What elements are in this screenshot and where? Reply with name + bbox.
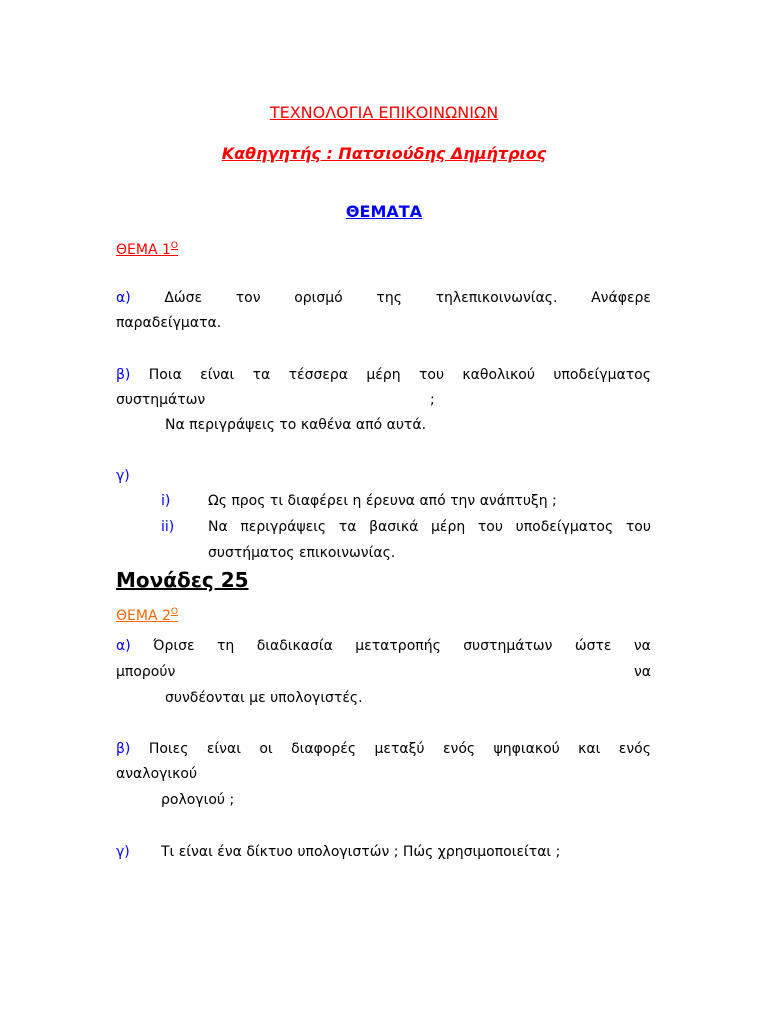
theme2-a-word: μετατροπής: [355, 638, 441, 654]
theme2-heading-sup: Ο: [170, 607, 178, 617]
theme1-b-word: του: [418, 367, 445, 383]
theme1-b-word: τα: [252, 367, 271, 383]
theme2-a-line2-left: μπορούν: [116, 664, 176, 680]
theme2-c-text: Τι είναι ένα δίκτυο υπολογιστών ; Πώς χρησιμοποιείται ;: [161, 844, 561, 860]
theme2-a-line2-right: να: [633, 664, 651, 680]
theme2-a-word: τη: [216, 638, 235, 654]
theme2-a-line3: συνδέονται με υπολογιστές.: [165, 690, 363, 706]
theme2-b-line2: αναλογικού: [116, 766, 198, 782]
theme1-c-marker: γ): [116, 468, 130, 484]
theme1-b-line2-left: συστημάτων: [116, 392, 206, 408]
theme2-c-marker: γ): [116, 844, 130, 860]
theme2-b-word: ενός: [618, 741, 651, 757]
theme1-a-word: της: [376, 290, 402, 306]
theme2-b-word: Ποιες: [148, 741, 189, 757]
theme2-b-word: ψηφιακού: [493, 741, 560, 757]
theme1-b-marker: β): [116, 367, 131, 383]
theme1-b-word: καθολικού: [462, 367, 535, 383]
theme1-b-line1: [116, 366, 651, 384]
section-heading: ΘΕΜΑΤΑ: [345, 202, 423, 221]
theme1-heading-sup: Ο: [170, 241, 178, 251]
theme1-a-word: τηλεπικοινωνίας.: [435, 290, 558, 306]
theme2-heading-text: ΘΕΜΑ 2: [116, 608, 171, 624]
theme1-c-ii-line2: συστήματος επικοινωνίας.: [208, 545, 396, 561]
theme2-b-word: είναι: [206, 741, 241, 757]
theme1-c-ii-word: μέρη: [430, 519, 466, 535]
theme1-c-i-marker: i): [161, 493, 171, 509]
theme1-a-word: ορισμό: [294, 290, 343, 306]
theme1-c-ii-word: Να: [208, 519, 228, 535]
theme1-points: Μονάδες 25: [116, 568, 249, 592]
document-title: ΤΕΧΝΟΛΟΓΙΑ ΕΠΙΚΟΙΝΩΝΙΩΝ: [269, 103, 499, 122]
theme1-c-ii-word: τα: [338, 519, 357, 535]
theme1-heading: [116, 237, 178, 259]
theme1-a-word: Δώσε: [164, 290, 203, 306]
theme1-c-ii-word: υποδείγματος: [515, 519, 614, 535]
theme1-heading-text: ΘΕΜΑ 1: [116, 242, 171, 258]
theme1-b-line2-right: ;: [430, 392, 435, 408]
theme1-c-ii-word: περιγράψεις: [240, 519, 327, 535]
theme2-b-word: οι: [259, 741, 273, 757]
theme2-a-word: να: [633, 638, 651, 654]
theme1-b-word: τέσσερα: [288, 367, 349, 383]
theme1-c-ii-line1: [208, 518, 651, 536]
theme1-c-ii-word: του: [477, 519, 503, 535]
theme2-b-marker: β): [116, 741, 131, 757]
theme1-c-i-text: Ως προς τι διαφέρει η έρευνα από την ανάπτυξη ;: [208, 493, 557, 509]
theme2-b-word: διαφορές: [291, 741, 357, 757]
theme1-c-ii-marker: ii): [161, 519, 175, 535]
theme2-a-word: ώστε: [574, 638, 612, 654]
theme2-b-word: μεταξύ: [374, 741, 425, 757]
theme1-b-word: είναι: [200, 367, 235, 383]
theme2-a-line2: [116, 663, 651, 681]
theme2-b-line3: ρολογιού ;: [161, 792, 235, 808]
theme2-b-word: και: [578, 741, 601, 757]
theme2-b-line1: [116, 740, 651, 758]
theme2-a-marker: α): [116, 638, 131, 654]
theme2-a-word: Όρισε: [153, 638, 195, 654]
theme1-a-word: τον: [235, 290, 261, 306]
theme1-a-line2: παραδείγματα.: [116, 315, 222, 331]
theme1-c-ii-word: βασικά: [369, 519, 419, 535]
theme1-a-word: Ανάφερε: [591, 290, 651, 306]
theme2-a-word: συστημάτων: [463, 638, 553, 654]
theme1-a-marker: α): [116, 290, 131, 306]
theme2-a-line1: [116, 637, 651, 655]
theme1-b-word: Ποια: [148, 367, 182, 383]
theme1-a-line1: [116, 289, 651, 307]
theme1-b-word: μέρη: [366, 367, 401, 383]
theme2-a-word: διαδικασία: [256, 638, 333, 654]
theme1-c-ii-word: του: [625, 519, 651, 535]
teacher-name: Καθηγητής : Πατσιούδης Δημήτριος: [221, 144, 547, 163]
theme2-heading: [116, 603, 178, 625]
theme1-b-word: υποδείγματος: [553, 367, 651, 383]
theme2-b-word: ενός: [442, 741, 476, 757]
theme1-b-line3: Να περιγράψεις το καθένα από αυτά.: [165, 417, 427, 433]
